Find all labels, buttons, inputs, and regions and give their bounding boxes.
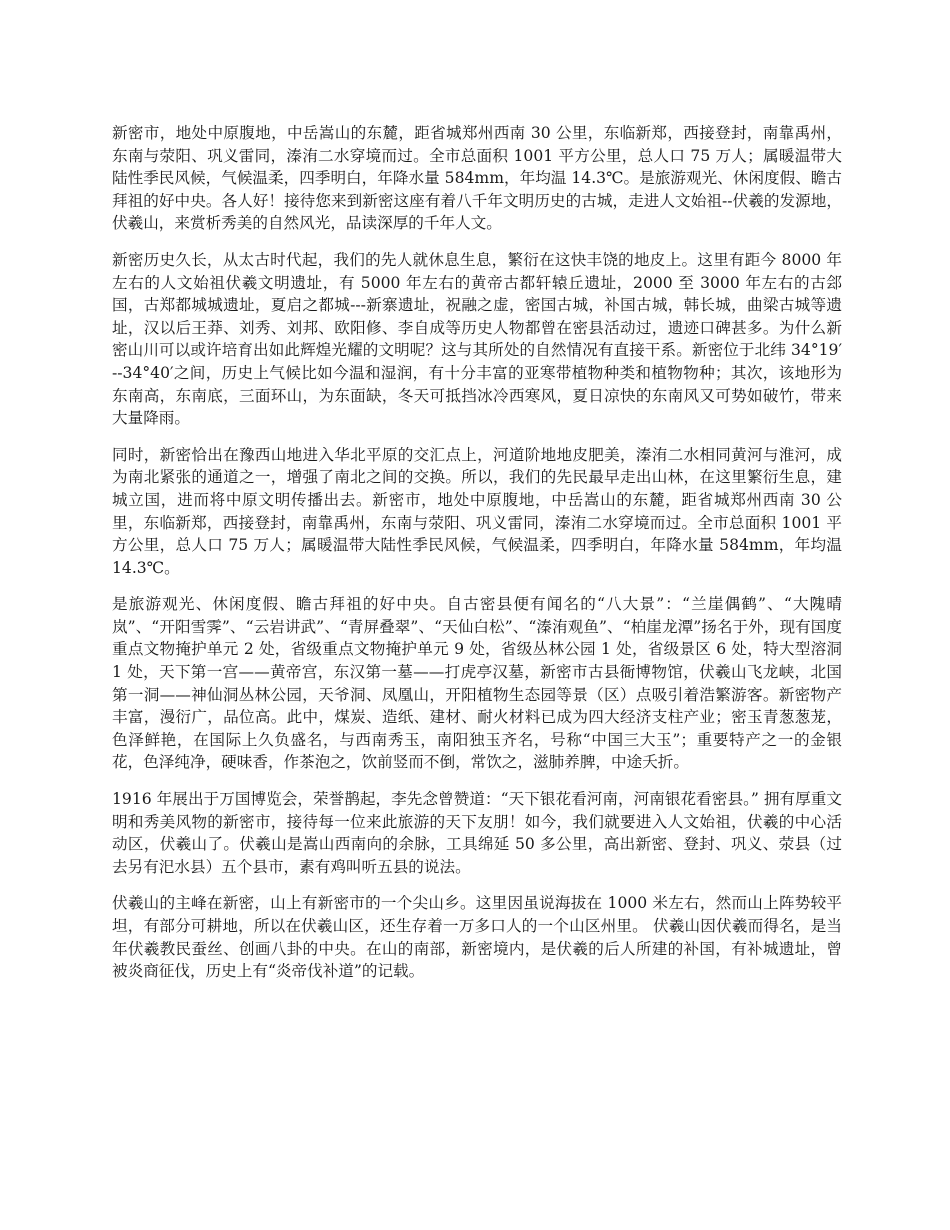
paragraph-5: 1916 年展出于万国博览会，荣誉鹊起，李先念曾赞道：“天下银花看河南，河南银花看密县。” 拥有厚重文明和秀美风物的新密市，接待每一位来此旅游的天下友朋！如今，我们就要进入人文始祖，伏羲的中心活动区，伏羲山了。伏羲山是嵩山西南向的余脉，工具绵延 50 多公里，高出新密、登封、巩义、荥县（过去另有汜水县）五个县市，素有鸡叫听五县的说法。 (112, 790, 842, 876)
paragraph-4: 是旅游观光、休闲度假、瞻古拜祖的好中央。自古密县便有闻名的“八大景”：“兰崖偶鹤”、“大隗晴岚”、“开阳雪霁”、“云岩讲武”、“青屏叠翠”、“天仙白松”、“溱洧观鱼”、“柏崖龙潭”扬名于外，现有国度重点文物掩护单元 2 处，省级重点文物掩护单元 9 处，省级丛林公园 1 处，省级景区 6 处，特大型溶洞 1 处，天下第一宫——黄帝宫，东汉第一墓——打虎亭汉墓，新密市古县衙博物馆，伏羲山飞龙峡，北国第一洞——神仙洞丛林公园，天爷洞、凤凰山，开阳植物生态园等景（区）点吸引着浩繁游客。新密物产丰富，漫衍广，品位高。此中，煤炭、造纸、建材、耐火材料已成为四大经济支柱产业；密玉青葱葱茏，色泽鲜艳，在国际上久负盛名，与西南秀玉，南阳独玉齐名，号称“中国三大玉”；重要特产之一的金银花，色泽纯净，硬味香，作茶泡之，饮前竖而不倒，常饮之，滋肺养脾，中途夭折。 (112, 595, 842, 772)
paragraph-1: 新密市，地处中原腹地，中岳嵩山的东麓，距省城郑州西南 30 公里，东临新郑，西接登封，南靠禹州，东南与荥阳、巩义雷同，溱洧二水穿境而过。全市总面积 1001 平方公里，总人口 75 万人；属暖温带大陆性季民风候，气候温柔，四季明白，年降水量 584mm，年均温 14.3℃。是旅游观光、休闲度假、瞻古拜祖的好中央。各人好！接待您来到新密这座有着八千年文明历史的古城，走进人文始祖--伏羲的发源地，伏羲山，来赏析秀美的自然风光，品读深厚的千年人文。 (112, 124, 842, 233)
document-body (112, 122, 842, 997)
paragraph-2: 新密历史久长，从太古时代起，我们的先人就休息生息，繁衍在这快丰饶的地皮上。这里有距今 8000 年左右的人文始祖伏羲文明遗址，有 5000 年左右的黄帝古都轩辕丘遗址，2000 至 3000 年左右的古郐国，古郑都城城遗址，夏启之都城---新寨遗址，祝融之虚，密国古城，补国古城，韩长城，曲梁古城等遗址，汉以后王莽、刘秀、刘邦、欧阳修、李自成等历史人物都曾在密县活动过，遗迹口碑甚多。为什么新密山川可以或许培育出如此辉煌光耀的文明呢？这与其所处的自然情况有直接干系。新密位于北纬 34°19′--34°40′之间，历史上气候比如今温和湿润，有十分丰富的亚寒带植物种类和植物物种；其次，该地形为东南高，东南底，三面环山，为东面缺，冬天可抵挡冰冷西寒风，夏日凉快的东南风又可势如破竹，带来大量降雨。 (112, 250, 842, 428)
paragraph-6: 伏羲山的主峰在新密，山上有新密市的一个尖山乡。这里因虽说海拔在 1000 米左右，然而山上阵势较平坦，有部分可耕地，所以在伏羲山区，还生存着一万多口人的一个山区州里。 伏羲山因伏羲而得名，是当年伏羲教民蚕丝、创画八卦的中央。在山的南部，新密境内，是伏羲的后人所建的补国，有补城遗址，曾被炎商征伐，历史上有“炎帝伐补道”的记载。 (112, 894, 842, 981)
paragraph-3: 同时，新密恰出在豫西山地进入华北平原的交汇点上，河道阶地地皮肥美，溱洧二水相同黄河与淮河，成为南北紧张的通道之一，增强了南北之间的交换。所以，我们的先民最早走出山林，在这里繁衍生息，建城立国，进而将中原文明传播出去。新密市，地处中原腹地，中岳嵩山的东麓，距省城郑州西南 30 公里，东临新郑，西接登封，南靠禹州，东南与荥阳、巩义雷同，溱洧二水穿境而过。全市总面积 1001 平方公里，总人口 75 万人；属暖温带大陆性季民风候，气候温柔，四季明白，年降水量 584mm，年均温 14.3℃。 (112, 445, 842, 577)
